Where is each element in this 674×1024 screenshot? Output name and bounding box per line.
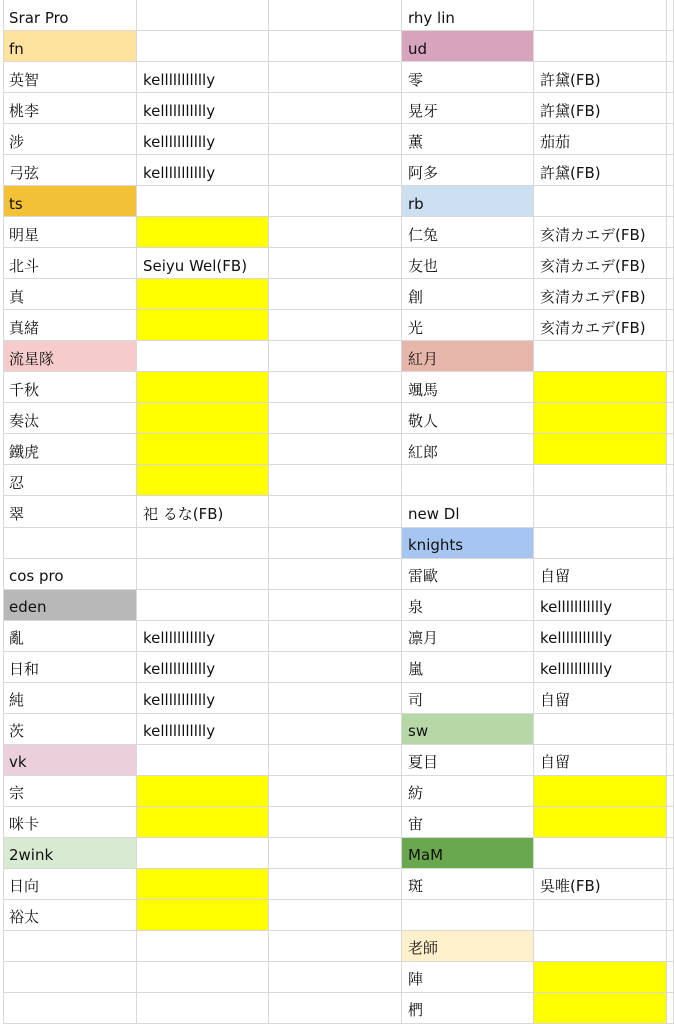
cell-right-name[interactable] — [402, 279, 534, 310]
cell-edge[interactable] — [667, 310, 674, 341]
cell-spacer[interactable] — [269, 621, 402, 652]
cell-text: 祀 るな(FB) — [143, 504, 224, 523]
cell-right-name[interactable] — [402, 496, 534, 527]
cell-right-name[interactable] — [402, 341, 534, 372]
cell-spacer[interactable] — [269, 0, 402, 31]
cell-text: fn — [9, 39, 24, 58]
cell-left-owner[interactable] — [137, 341, 269, 372]
cell-left-owner[interactable] — [137, 93, 269, 124]
cell-spacer[interactable] — [269, 590, 402, 621]
cell-left-name[interactable] — [3, 217, 137, 248]
cell-spacer[interactable] — [269, 279, 402, 310]
cell-text: 流星隊 — [9, 349, 55, 368]
cell-spacer[interactable] — [269, 869, 402, 900]
cell-text: 亥清カエデ(FB) — [540, 256, 646, 275]
cell-left-owner[interactable] — [137, 155, 269, 186]
cell-right-name[interactable] — [402, 714, 534, 745]
cell-spacer[interactable] — [269, 714, 402, 745]
cell-spacer[interactable] — [269, 186, 402, 217]
cell-right-owner[interactable] — [534, 0, 667, 31]
cell-left-owner[interactable] — [137, 217, 269, 248]
cell-text: 鐵虎 — [9, 442, 40, 461]
cell-text: 裕太 — [9, 908, 40, 927]
cell-right-owner[interactable] — [534, 248, 667, 279]
cell-text: 明星 — [9, 225, 40, 244]
cell-text: 純 — [9, 691, 25, 710]
cell-text: 凛月 — [408, 629, 439, 648]
cell-left-owner[interactable] — [137, 248, 269, 279]
cell-text: 陣 — [408, 970, 424, 989]
cell-edge[interactable] — [667, 838, 674, 869]
cell-right-name[interactable] — [402, 931, 534, 962]
cell-edge[interactable] — [667, 931, 674, 962]
cell-text: 阿多 — [408, 163, 439, 182]
cell-right-owner[interactable] — [534, 993, 667, 1024]
cell-left-name[interactable] — [3, 590, 137, 621]
cell-text: 咪卡 — [9, 815, 40, 834]
cell-edge[interactable] — [667, 869, 674, 900]
cell-right-name[interactable] — [402, 93, 534, 124]
cell-edge[interactable] — [667, 962, 674, 993]
cell-left-name[interactable] — [3, 403, 137, 434]
cell-left-name[interactable] — [3, 465, 137, 496]
cell-right-owner[interactable] — [534, 310, 667, 341]
cell-right-owner[interactable] — [534, 496, 667, 527]
cell-left-name[interactable] — [3, 807, 137, 838]
cell-left-owner[interactable] — [137, 496, 269, 527]
cell-text: 敬人 — [408, 411, 439, 430]
cell-edge[interactable] — [667, 807, 674, 838]
cell-right-name[interactable] — [402, 310, 534, 341]
cell-right-owner[interactable] — [534, 776, 667, 807]
cell-left-owner[interactable] — [137, 962, 269, 993]
cell-spacer[interactable] — [269, 931, 402, 962]
cell-left-name[interactable] — [3, 993, 137, 1024]
cell-spacer[interactable] — [269, 559, 402, 590]
cell-spacer[interactable] — [269, 434, 402, 465]
cell-edge[interactable] — [667, 93, 674, 124]
cell-text: 弓弦 — [9, 163, 40, 182]
cell-right-owner[interactable] — [534, 186, 667, 217]
cell-spacer[interactable] — [269, 528, 402, 559]
cell-right-name[interactable] — [402, 155, 534, 186]
cell-spacer[interactable] — [269, 745, 402, 776]
cell-left-name[interactable] — [3, 745, 137, 776]
cell-text: 英智 — [9, 70, 40, 89]
cell-right-name[interactable] — [402, 62, 534, 93]
cell-text: kellllllllllly — [143, 101, 216, 120]
cell-edge[interactable] — [667, 31, 674, 62]
cell-left-name[interactable] — [3, 900, 137, 931]
cell-left-name[interactable] — [3, 372, 137, 403]
cell-text: kellllllllllly — [143, 70, 216, 89]
cell-text: knights — [408, 536, 464, 554]
cell-right-owner[interactable] — [534, 62, 667, 93]
cell-spacer[interactable] — [269, 465, 402, 496]
cell-left-name[interactable] — [3, 155, 137, 186]
cell-right-name[interactable] — [402, 0, 534, 31]
cell-text: ts — [9, 194, 23, 213]
cell-spacer[interactable] — [269, 807, 402, 838]
cell-left-owner[interactable] — [137, 372, 269, 403]
cell-edge[interactable] — [667, 62, 674, 93]
cell-left-owner[interactable] — [137, 403, 269, 434]
cell-right-name[interactable] — [402, 776, 534, 807]
cell-left-name[interactable] — [3, 931, 137, 962]
cell-edge[interactable] — [667, 341, 674, 372]
cell-text: kellllllllllly — [143, 163, 216, 182]
cell-text: 紅月 — [408, 349, 439, 368]
cell-text: 自留 — [540, 753, 571, 772]
cell-text: vk — [9, 753, 27, 772]
cell-text: 晃牙 — [408, 101, 439, 120]
cell-left-owner[interactable] — [137, 745, 269, 776]
cell-left-owner[interactable] — [137, 776, 269, 807]
cell-spacer[interactable] — [269, 62, 402, 93]
cell-right-owner[interactable] — [534, 31, 667, 62]
grid-left-border — [3, 0, 4, 1024]
cell-right-name[interactable] — [402, 993, 534, 1024]
cell-spacer[interactable] — [269, 93, 402, 124]
cell-spacer[interactable] — [269, 310, 402, 341]
cell-edge[interactable] — [667, 248, 674, 279]
cell-right-owner[interactable] — [534, 434, 667, 465]
cell-left-owner[interactable] — [137, 652, 269, 683]
cell-text: kellllllllllly — [540, 598, 613, 617]
cell-right-owner[interactable] — [534, 807, 667, 838]
cell-right-owner[interactable] — [534, 403, 667, 434]
cell-edge[interactable] — [667, 683, 674, 714]
cell-right-owner[interactable] — [534, 465, 667, 496]
cell-edge[interactable] — [667, 714, 674, 745]
cell-text: rhy lin — [408, 8, 455, 27]
cell-right-name[interactable] — [402, 900, 534, 931]
cell-left-name[interactable] — [3, 310, 137, 341]
cell-right-owner[interactable] — [534, 93, 667, 124]
cell-spacer[interactable] — [269, 31, 402, 62]
cell-edge[interactable] — [667, 528, 674, 559]
cell-edge[interactable] — [667, 496, 674, 527]
cell-spacer[interactable] — [269, 776, 402, 807]
cell-text: kellllllllllly — [143, 722, 216, 741]
cell-left-name[interactable] — [3, 528, 137, 559]
cell-right-owner[interactable] — [534, 869, 667, 900]
cell-right-owner[interactable] — [534, 652, 667, 683]
cell-spacer[interactable] — [269, 248, 402, 279]
cell-right-name[interactable] — [402, 372, 534, 403]
cell-text: 仁兔 — [408, 225, 439, 244]
cell-left-name[interactable] — [3, 559, 137, 590]
cell-right-name[interactable] — [402, 807, 534, 838]
cell-left-name[interactable] — [3, 434, 137, 465]
cell-left-owner[interactable] — [137, 993, 269, 1024]
cell-left-owner[interactable] — [137, 900, 269, 931]
cell-right-owner[interactable] — [534, 341, 667, 372]
cell-text: 颯馬 — [408, 380, 439, 399]
cell-left-owner[interactable] — [137, 931, 269, 962]
cell-spacer[interactable] — [269, 683, 402, 714]
cell-text: 真 — [9, 287, 25, 306]
cell-left-name[interactable] — [3, 714, 137, 745]
cell-text: kellllllllllly — [143, 691, 216, 710]
cell-right-owner[interactable] — [534, 590, 667, 621]
cell-right-name[interactable] — [402, 869, 534, 900]
cell-text: kellllllllllly — [540, 660, 613, 679]
cell-text: 嵐 — [408, 660, 424, 679]
cell-spacer[interactable] — [269, 217, 402, 248]
cell-text: 許黛(FB) — [540, 70, 601, 89]
cell-right-name[interactable] — [402, 838, 534, 869]
cell-left-name[interactable] — [3, 0, 137, 31]
cell-edge[interactable] — [667, 621, 674, 652]
cell-text: kellllllllllly — [143, 132, 216, 151]
cell-right-name[interactable] — [402, 962, 534, 993]
cell-right-name[interactable] — [402, 248, 534, 279]
cell-text: 椚 — [408, 1001, 424, 1020]
cell-right-owner[interactable] — [534, 714, 667, 745]
cell-text: 亥清カエデ(FB) — [540, 318, 646, 337]
cell-right-name[interactable] — [402, 621, 534, 652]
cell-left-owner[interactable] — [137, 186, 269, 217]
cell-left-owner[interactable] — [137, 590, 269, 621]
cell-left-name[interactable] — [3, 869, 137, 900]
cell-left-owner[interactable] — [137, 310, 269, 341]
cell-text: 光 — [408, 318, 424, 337]
cell-spacer[interactable] — [269, 496, 402, 527]
cell-right-owner[interactable] — [534, 124, 667, 155]
cell-spacer[interactable] — [269, 155, 402, 186]
cell-edge[interactable] — [667, 0, 674, 31]
cell-text: 吳唯(FB) — [540, 877, 601, 896]
cell-right-name[interactable] — [402, 465, 534, 496]
cell-edge[interactable] — [667, 776, 674, 807]
cell-text: 茄茄 — [540, 132, 571, 151]
cell-text: MaM — [408, 846, 444, 865]
cell-edge[interactable] — [667, 465, 674, 496]
cell-text: 桃李 — [9, 101, 40, 120]
cell-left-owner[interactable] — [137, 0, 269, 31]
cell-left-name[interactable] — [3, 838, 137, 869]
cell-edge[interactable] — [667, 900, 674, 931]
cell-right-name[interactable] — [402, 528, 534, 559]
cell-text: 許黛(FB) — [540, 101, 601, 120]
cell-text: 涉 — [9, 132, 25, 151]
cell-left-owner[interactable] — [137, 279, 269, 310]
cell-text: 奏汰 — [9, 411, 40, 430]
cell-text: 自留 — [540, 567, 571, 586]
cell-spacer[interactable] — [269, 900, 402, 931]
cell-right-owner[interactable] — [534, 745, 667, 776]
cell-left-name[interactable] — [3, 496, 137, 527]
cell-text: 忍 — [9, 473, 25, 492]
cell-spacer[interactable] — [269, 403, 402, 434]
cell-edge[interactable] — [667, 559, 674, 590]
cell-text: 宗 — [9, 784, 25, 803]
cell-text: 宙 — [408, 815, 424, 834]
cell-left-owner[interactable] — [137, 434, 269, 465]
cell-right-owner[interactable] — [534, 217, 667, 248]
cell-right-name[interactable] — [402, 683, 534, 714]
cell-text: rb — [408, 194, 424, 213]
cell-text: cos pro — [9, 567, 64, 586]
cell-text: sw — [408, 722, 429, 741]
cell-text: 真緒 — [9, 318, 40, 337]
cell-left-owner[interactable] — [137, 528, 269, 559]
cell-spacer[interactable] — [269, 838, 402, 869]
cell-right-name[interactable] — [402, 434, 534, 465]
cell-right-name[interactable] — [402, 559, 534, 590]
cell-left-name[interactable] — [3, 93, 137, 124]
cell-text: Srar Pro — [9, 8, 69, 27]
cell-text: 創 — [408, 287, 424, 306]
cell-right-owner[interactable] — [534, 683, 667, 714]
cell-text: 翠 — [9, 504, 25, 523]
cell-left-name[interactable] — [3, 124, 137, 155]
cell-left-name[interactable] — [3, 683, 137, 714]
cell-left-owner[interactable] — [137, 31, 269, 62]
cell-edge[interactable] — [667, 745, 674, 776]
cell-right-name[interactable] — [402, 31, 534, 62]
cell-right-name[interactable] — [402, 186, 534, 217]
cell-right-owner[interactable] — [534, 838, 667, 869]
cell-text: 日和 — [9, 660, 40, 679]
cell-spacer[interactable] — [269, 962, 402, 993]
cell-spacer[interactable] — [269, 652, 402, 683]
cell-edge[interactable] — [667, 372, 674, 403]
cell-right-name[interactable] — [402, 124, 534, 155]
cell-text: 許黛(FB) — [540, 163, 601, 182]
cell-text: 亥清カエデ(FB) — [540, 225, 646, 244]
cell-right-owner[interactable] — [534, 621, 667, 652]
cell-edge[interactable] — [667, 403, 674, 434]
cell-left-name[interactable] — [3, 62, 137, 93]
cell-right-owner[interactable] — [534, 931, 667, 962]
cell-spacer[interactable] — [269, 341, 402, 372]
cell-text: eden — [9, 598, 47, 617]
cell-text: 老師 — [408, 939, 439, 958]
cell-left-name[interactable] — [3, 31, 137, 62]
cell-left-owner[interactable] — [137, 683, 269, 714]
cell-edge[interactable] — [667, 124, 674, 155]
cell-right-name[interactable] — [402, 652, 534, 683]
cell-right-name[interactable] — [402, 745, 534, 776]
cell-text: 千秋 — [9, 380, 40, 399]
cell-text: 友也 — [408, 256, 439, 275]
cell-right-owner[interactable] — [534, 962, 667, 993]
cell-text: ud — [408, 39, 428, 58]
cell-text: 自留 — [540, 691, 571, 710]
cell-text: 薫 — [408, 132, 424, 151]
cell-left-name[interactable] — [3, 248, 137, 279]
cell-left-owner[interactable] — [137, 838, 269, 869]
cell-text: kellllllllllly — [143, 629, 216, 648]
cell-left-name[interactable] — [3, 776, 137, 807]
cell-text: new Dl — [408, 504, 460, 523]
cell-text: 零 — [408, 70, 424, 89]
cell-right-owner[interactable] — [534, 372, 667, 403]
cell-edge[interactable] — [667, 590, 674, 621]
cell-edge[interactable] — [667, 217, 674, 248]
cell-text: 亥清カエデ(FB) — [540, 287, 646, 306]
cell-edge[interactable] — [667, 434, 674, 465]
cell-left-owner[interactable] — [137, 124, 269, 155]
cell-text: kellllllllllly — [540, 629, 613, 648]
cell-right-owner[interactable] — [534, 279, 667, 310]
cell-left-owner[interactable] — [137, 559, 269, 590]
cell-left-name[interactable] — [3, 652, 137, 683]
cell-right-owner[interactable] — [534, 528, 667, 559]
cell-left-name[interactable] — [3, 962, 137, 993]
cell-left-owner[interactable] — [137, 714, 269, 745]
cell-text: kellllllllllly — [143, 660, 216, 679]
cell-text: 雷歐 — [408, 567, 439, 586]
cell-left-name[interactable] — [3, 621, 137, 652]
cell-spacer[interactable] — [269, 993, 402, 1024]
cell-right-name[interactable] — [402, 217, 534, 248]
cell-right-owner[interactable] — [534, 900, 667, 931]
cell-text: 紅郎 — [408, 442, 439, 461]
cell-text: 茨 — [9, 722, 25, 741]
cell-spacer[interactable] — [269, 124, 402, 155]
cell-left-owner[interactable] — [137, 62, 269, 93]
cell-text: 泉 — [408, 598, 424, 617]
cell-text: 司 — [408, 691, 424, 710]
cell-right-name[interactable] — [402, 590, 534, 621]
cell-left-name[interactable] — [3, 279, 137, 310]
cell-left-owner[interactable] — [137, 465, 269, 496]
cell-edge[interactable] — [667, 993, 674, 1024]
cell-right-name[interactable] — [402, 403, 534, 434]
cell-spacer[interactable] — [269, 372, 402, 403]
cell-left-owner[interactable] — [137, 621, 269, 652]
cell-text: 紡 — [408, 784, 424, 803]
cell-edge[interactable] — [667, 155, 674, 186]
cell-edge[interactable] — [667, 279, 674, 310]
cell-edge[interactable] — [667, 186, 674, 217]
cell-text: Seiyu Wel(FB) — [143, 256, 248, 275]
cell-text: 2wink — [9, 846, 54, 865]
cell-left-owner[interactable] — [137, 807, 269, 838]
cell-right-owner[interactable] — [534, 559, 667, 590]
cell-text: 斑 — [408, 877, 424, 896]
cell-left-owner[interactable] — [137, 869, 269, 900]
cell-left-name[interactable] — [3, 341, 137, 372]
cell-text: 夏目 — [408, 753, 439, 772]
cell-text: 亂 — [9, 629, 25, 648]
cell-right-owner[interactable] — [534, 155, 667, 186]
cell-text: 日向 — [9, 877, 40, 896]
cell-text: 北斗 — [9, 256, 40, 275]
cell-edge[interactable] — [667, 652, 674, 683]
cell-left-name[interactable] — [3, 186, 137, 217]
